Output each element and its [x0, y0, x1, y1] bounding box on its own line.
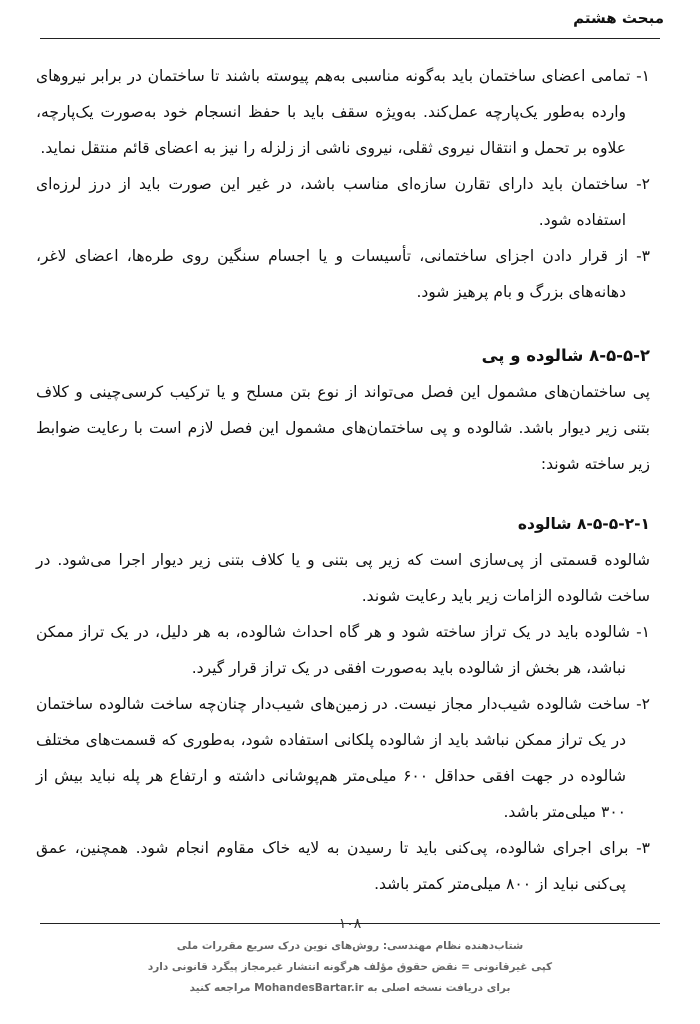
page-header-title: مبحث هشتم [573, 9, 664, 27]
footer-watermark [0, 936, 700, 999]
intro-item-3: ۳- از قرار دادن اجزای ساختمانی، تأسیسات و یا اجسام سنگین روی طره‌ها، اعضای لاغر، دهانه‌های بزرگ و بام پرهیز شود. [36, 247, 650, 301]
subsection-paragraph: شالوده قسمتی از پی‌سازی است که زیر پی بتنی و یا کلاف بتنی زیر دیوار اجرا می‌شود. در ساخت شالوده الزامات زیر باید رعایت شوند. [36, 551, 650, 605]
page-number: ۱۰۸ [338, 916, 362, 932]
subsection-heading: ۸-۵-۵-۲-۱ شالوده [517, 515, 650, 533]
intro-item-2: ۲- ساختمان باید دارای تقارن سازه‌ای مناسب باشد، در غیر این صورت باید از درز لرزه‌ای استفاده شود. [36, 175, 650, 229]
footer-line-1: شتاب‌دهنده نظام مهندسی: روش‌های نوین درک سریع مقررات ملی [176, 940, 524, 952]
section-heading: ۸-۵-۵-۲ شالوده و پی [481, 346, 650, 365]
subsection-item-2: ۲- ساخت شالوده شیب‌دار مجاز نیست. در زمین‌های شیب‌دار چنان‌چه ساخت شالوده ساختمان در یک تراز ممکن نباشد باید از شالوده پلکانی استفاده شود، به‌طوری که قسمت‌های مختلف شالوده در جهت افقی حداقل ۶۰۰ میلی‌متر هم‌پوشانی داشته و ارتفاع هر پله نباید بیش از ۳۰۰ میلی‌متر باشد. [36, 695, 650, 821]
page-content [36, 58, 650, 902]
section-paragraph: پی ساختمان‌های مشمول این فصل می‌تواند از نوع بتن مسلح و یا ترکیب کرسی‌چینی و کلاف بتنی زیر دیوار باشد. شالوده و پی ساختمان‌های مشمول این فصل لازم است با رعایت ضوابط زیر ساخته شوند: [36, 383, 650, 473]
subsection-item-3: ۳- برای اجرای شالوده، پی‌کنی باید تا رسیدن به لایه خاک مقاوم انجام شود. همچنین، عمق پی‌کنی نباید از ۸۰۰ میلی‌متر کمتر باشد. [36, 839, 650, 893]
footer-line-3: برای دریافت نسخه اصلی به MohandesBartar.ir مراجعه کنید [189, 982, 511, 994]
subsection-item-1: ۱- شالوده باید در یک تراز ساخته شود و هر گاه احداث شالوده، به هر دلیل، در یک تراز ممکن نباشد، هر بخش از شالوده باید به‌صورت افقی در یک تراز قرار گیرد. [36, 623, 650, 677]
footer-line-2: کپی غیرقانونی = نقض حقوق مؤلف هرگونه انتشار غیرمجاز پیگرد قانونی دارد [147, 961, 553, 973]
intro-item-1: ۱- تمامی اعضای ساختمان باید به‌گونه مناسبی به‌هم پیوسته باشند تا ساختمان در برابر نیروهای وارده به‌طور یک‌پارچه عمل‌کند. به‌ویژه سقف باید با حفظ انسجام خود به‌صورت یک‌پارچه، علاوه بر تحمل و انتقال نیروی ثقلی، نیروی ناشی از زلزله را نیز به اعضای قائم منتقل نماید. [36, 67, 650, 157]
header-divider [40, 38, 660, 39]
